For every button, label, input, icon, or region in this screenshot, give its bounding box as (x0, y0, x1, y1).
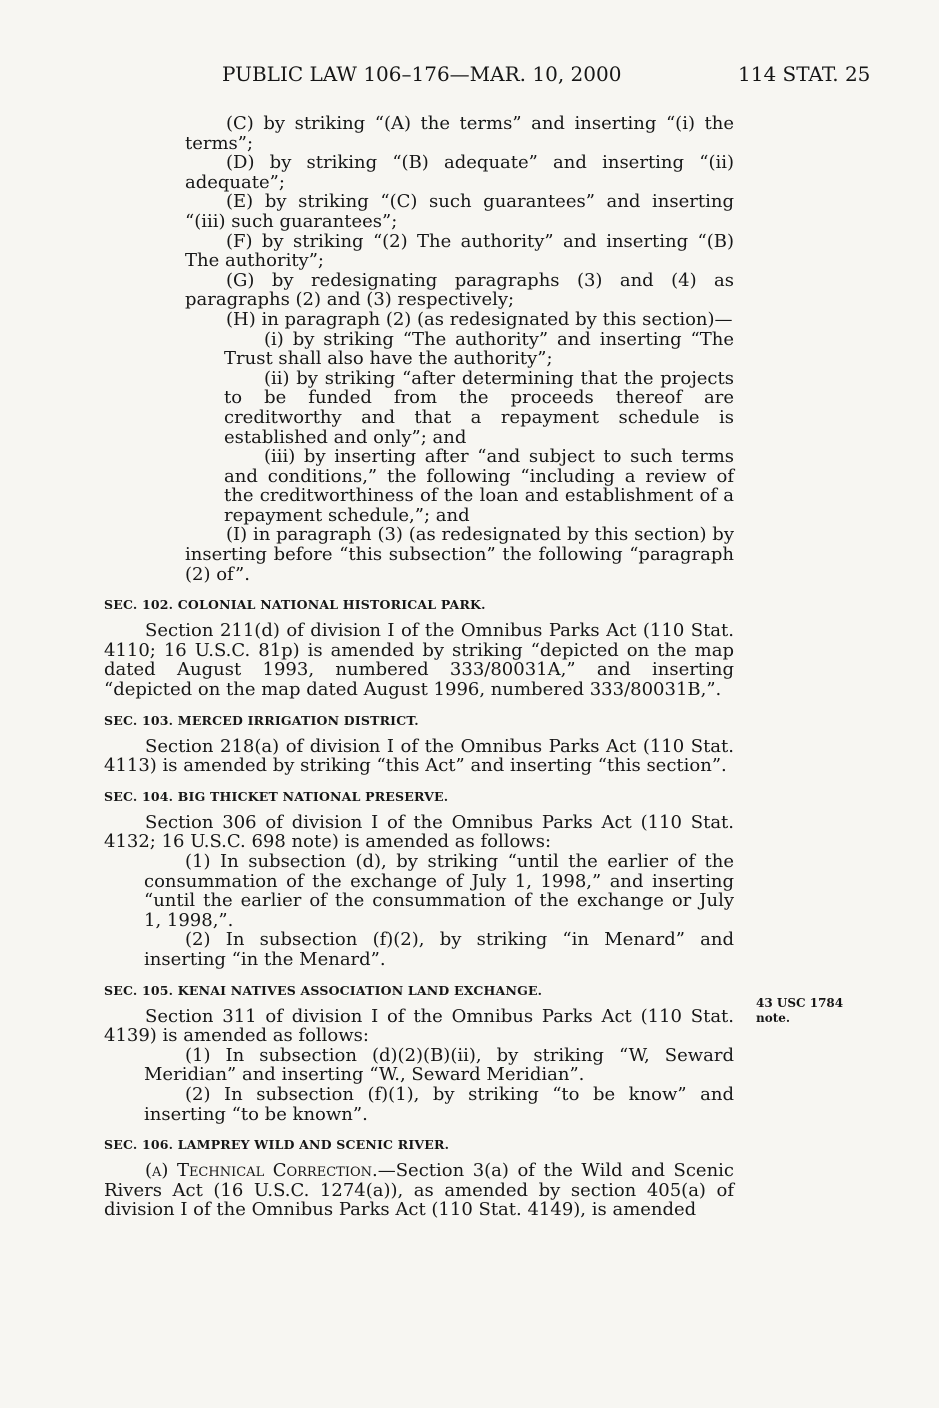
section-105-intro: Section 311 of division I of the Omnibus Parks Act (110 Stat. 4139) is amended as follows: (104, 1005, 734, 1047)
section-103-text: Section 218(a) of division I of the Omnibus Parks Act (110 Stat. 4113) is amended by striking “this Act” and inserting “this section”. (104, 735, 734, 777)
technical-correction-text: —Section 3(a) of the Wild and Scenic Rivers Act (16 U.S.C. 1274(a)), as amended by section 405(a) of division I of the Omnibus Parks Act (110 Stat. 4149), is amended (104, 1160, 735, 1221)
section-105-item-2: (2) In subsection (f)(1), by striking “to be know” and inserting “to be known”. (144, 1083, 734, 1125)
section-104-item-2: (2) In subsection (f)(2), by striking “in Menard” and inserting “in the Menard”. (144, 929, 734, 970)
section-102-heading: SEC. 102. COLONIAL NATIONAL HISTORICAL PARK. (104, 597, 486, 613)
section-105-heading: SEC. 105. KENAI NATIVES ASSOCIATION LAND EXCHANGE. (104, 982, 543, 998)
margin-note-citation: 43 USC 1784 (756, 996, 844, 1010)
amendment-h-ii: (ii) by striking “after determining that the projects to be funded from the proceeds thereof are creditworthy and that a repayment schedule is established and only”; and (224, 367, 734, 448)
technical-correction-label: (a) Technical Correction. (145, 1160, 378, 1182)
amendment-h-iii: (iii) by inserting after “and subject to such terms and conditions,” the following “including a review of the creditworthiness of the loan and establishment of a repayment schedule,”; and (224, 446, 734, 526)
amendment-h-i: (i) by striking “The authority” and inserting “The Trust shall also have the authority”; (224, 328, 734, 370)
amendment-e: (E) by striking “(C) such guarantees” and inserting “(iii) such guarantees”; (185, 191, 734, 232)
section-104-heading: SEC. 104. BIG THICKET NATIONAL PRESERVE. (104, 788, 449, 804)
page-header (0, 62, 939, 92)
section-104-intro: Section 306 of division I of the Omnibus Parks Act (110 Stat. 4132; 16 U.S.C. 698 note) is amended as follows: (104, 811, 734, 853)
section-106-heading: SEC. 106. LAMPREY WILD AND SCENIC RIVER. (104, 1137, 450, 1153)
header-page-number: 114 STAT. 25 (738, 62, 871, 86)
amendment-f: (F) by striking “(2) The authority” and inserting “(B) The authority”; (185, 230, 734, 272)
amendment-g: (G) by redesignating paragraphs (3) and (4) as paragraphs (2) and (3) respectively; (185, 269, 734, 311)
amendment-h: (H) in paragraph (2) (as redesignated by this section)— (226, 308, 733, 330)
header-title: PUBLIC LAW 106–176—MAR. 10, 2000 (222, 62, 622, 86)
section-104-item-1: (1) In subsection (d), by striking “until the earlier of the consummation of the exchange of July 1, 1998,” and inserting “until the earlier of the consummation of the exchange or July 1, 1998,”. (144, 851, 734, 931)
amendment-d: (D) by striking “(B) adequate” and inserting “(ii) adequate”; (185, 152, 734, 193)
section-102-text: Section 211(d) of division I of the Omnibus Parks Act (110 Stat. 4110; 16 U.S.C. 81p) is amended by striking “depicted on the map dated August 1993, numbered 333/80031A,” and inserting “depicted on the map dated August 1996, numbered 333/80031B,”. (104, 620, 734, 701)
section-105-item-1: (1) In subsection (d)(2)(B)(ii), by striking “W, Seward Meridian” and inserting “W., Seward Meridian”. (144, 1044, 734, 1086)
amendment-i: (I) in paragraph (3) (as redesignated by this section) by inserting before “this subsection” the following “paragraph (2) of”. (185, 524, 734, 585)
amendment-c: (C) by striking “(A) the terms” and inserting “(i) the terms”; (185, 113, 734, 154)
section-103-heading: SEC. 103. MERCED IRRIGATION DISTRICT. (104, 712, 419, 728)
margin-note-label: note. (756, 1011, 791, 1025)
section-106-text (104, 1161, 734, 1220)
document-body (104, 114, 734, 1220)
margin-note (756, 996, 856, 1026)
